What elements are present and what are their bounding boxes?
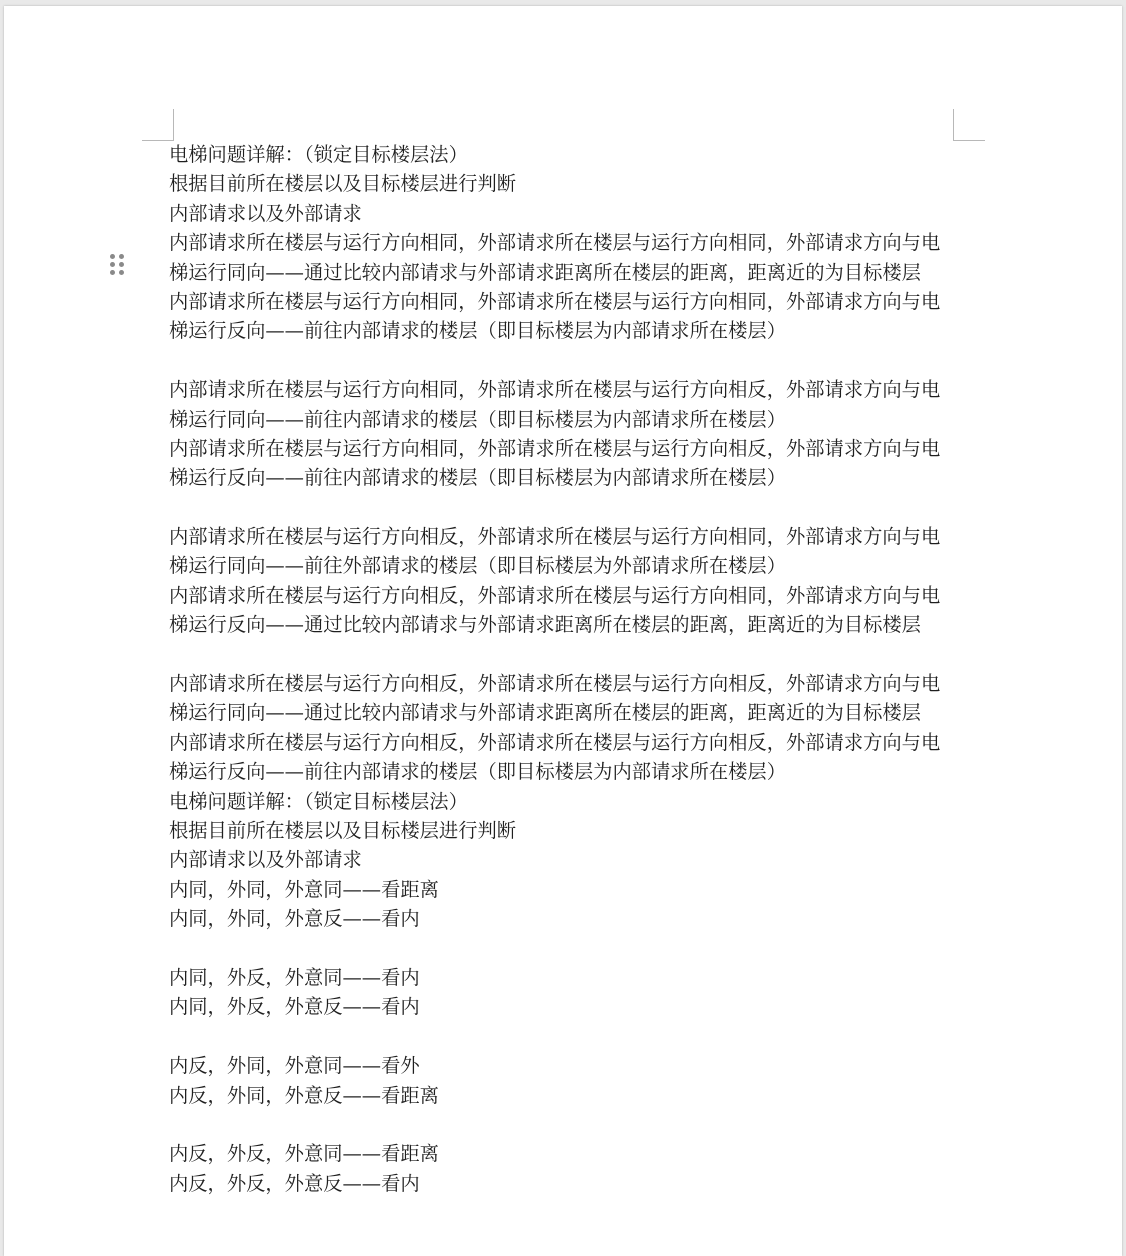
text-line: 内部请求所在楼层与运行方向相反，外部请求所在楼层与运行方向相同，外部请求方向与电 [169, 525, 941, 549]
text-line: 内部请求以及外部请求 [169, 201, 362, 225]
blank-line [169, 1022, 959, 1051]
text-line: 内反，外反，外意同——看距离 [169, 1142, 439, 1166]
margin-corner-top-left [142, 109, 174, 141]
drag-dot [119, 270, 124, 275]
text-line: 梯运行同向——通过比较内部请求与外部请求距离所在楼层的距离，距离近的为目标楼层 [169, 260, 921, 284]
text-line: 梯运行同向——通过比较内部请求与外部请求距离所在楼层的距离，距离近的为目标楼层 [169, 701, 921, 725]
drag-dot [110, 254, 115, 259]
text-line: 梯运行同向——前往内部请求的楼层（即目标楼层为内部请求所在楼层） [169, 407, 786, 431]
document-body[interactable] [169, 140, 959, 1198]
drag-dot [110, 270, 115, 275]
blank-line [169, 934, 959, 963]
text-line: 梯运行反向——前往内部请求的楼层（即目标楼层为内部请求所在楼层） [169, 319, 786, 343]
paragraph-drag-handle-icon[interactable] [110, 254, 124, 278]
text-line: 内同，外同，外意反——看内 [169, 907, 420, 931]
text-line: 根据目前所在楼层以及目标楼层进行判断 [169, 818, 517, 842]
text-line: 内部请求所在楼层与运行方向相同，外部请求所在楼层与运行方向相反，外部请求方向与电 [169, 436, 941, 460]
text-line: 根据目前所在楼层以及目标楼层进行判断 [169, 172, 517, 196]
text-line: 电梯问题详解：（锁定目标楼层法） [169, 143, 468, 166]
text-line: 内部请求所在楼层与运行方向相反，外部请求所在楼层与运行方向相反，外部请求方向与电 [169, 730, 941, 754]
text-line: 内反，外反，外意反——看内 [169, 1171, 420, 1195]
text-line: 内部请求所在楼层与运行方向相同，外部请求所在楼层与运行方向相同，外部请求方向与电 [169, 289, 941, 313]
text-line: 梯运行同向——前往外部请求的楼层（即目标楼层为外部请求所在楼层） [169, 554, 786, 578]
blank-line [169, 493, 959, 522]
text-line: 电梯问题详解：（锁定目标楼层法） [169, 789, 468, 813]
text-line: 内同，外反，外意反——看内 [169, 995, 420, 1019]
margin-corner-top-right [953, 109, 985, 141]
text-line: 内同，外同，外意同——看距离 [169, 877, 439, 901]
text-line: 内部请求所在楼层与运行方向相同，外部请求所在楼层与运行方向相反，外部请求方向与电 [169, 378, 941, 402]
drag-dot [119, 262, 124, 267]
text-line: 梯运行反向——通过比较内部请求与外部请求距离所在楼层的距离，距离近的为目标楼层 [169, 613, 921, 637]
drag-dot [119, 254, 124, 259]
drag-dot [110, 262, 115, 267]
text-line: 内部请求所在楼层与运行方向相反，外部请求所在楼层与运行方向相反，外部请求方向与电 [169, 672, 941, 696]
text-line: 梯运行反向——前往内部请求的楼层（即目标楼层为内部请求所在楼层） [169, 760, 786, 784]
blank-line [169, 640, 959, 669]
text-line: 内反，外同，外意反——看距离 [169, 1083, 439, 1107]
blank-line [169, 1110, 959, 1139]
blank-line [169, 346, 959, 375]
text-line: 内同，外反，外意同——看内 [169, 965, 420, 989]
text-line: 梯运行反向——前往内部请求的楼层（即目标楼层为内部请求所在楼层） [169, 466, 786, 490]
text-line: 内部请求所在楼层与运行方向相同，外部请求所在楼层与运行方向相同，外部请求方向与电 [169, 231, 941, 255]
text-line: 内部请求以及外部请求 [169, 848, 362, 872]
text-line: 内反，外同，外意同——看外 [169, 1054, 420, 1078]
text-line: 内部请求所在楼层与运行方向相反，外部请求所在楼层与运行方向相同，外部请求方向与电 [169, 583, 941, 607]
